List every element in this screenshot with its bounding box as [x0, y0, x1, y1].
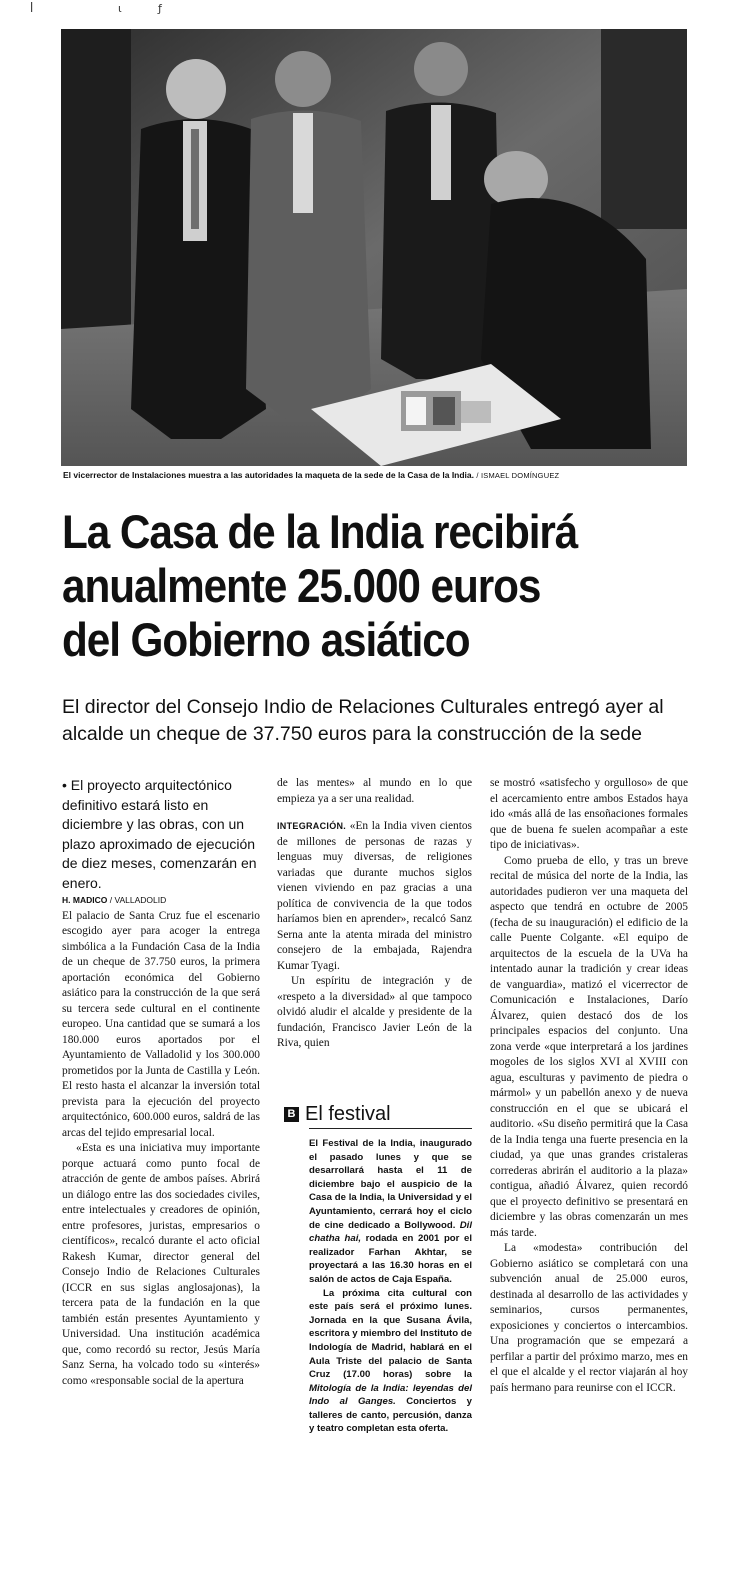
sidebar-title: El festival — [305, 1103, 391, 1125]
article-column-3 — [490, 776, 688, 1396]
sidebar-body — [309, 1137, 472, 1436]
article-column-2 — [277, 776, 472, 1052]
scan-mark: ɩ — [118, 2, 122, 15]
scan-mark: ƒ — [158, 2, 162, 15]
sidebar-text: La próxima cita cultural con este país será el próximo lunes. Jornada en la que Susana Ávila, escritora y miembro del Instituto de Indología de Madrid, hablará en el Aula Triste del palacio de Santa Cruz (17.00 horas) sobre la — [309, 1287, 472, 1381]
subheadline — [62, 694, 722, 748]
sidebar-paragraph — [309, 1287, 472, 1437]
section-logo-icon: B — [284, 1107, 299, 1122]
sidebar-header — [287, 1103, 472, 1129]
talk-title: Mitología de la India: leyendas del Indo al Ganges. — [309, 1382, 472, 1408]
body-paragraph: La «modesta» contribución del Gobierno asiático se completará con una subvención anual de 25.000 euros, destinada al desarrollo de las actividades y seminarios, cursos permanentes, exposiciones y conciertos o intercambios. Una programación que se empezará a perfilar a partir del próximo marzo, mes en el que el alcalde y el rector viajarán al hoy país hermano para reunirse con el ICCR. — [490, 1242, 688, 1394]
photo-credit: / ISMAEL DOMÍNGUEZ — [476, 471, 560, 480]
news-photo — [61, 29, 687, 466]
film-title: Dil chatha hai, — [309, 1219, 472, 1245]
sidebar-text: Conciertos y talleres de canto, percusión, danza y teatro completan esta oferta. — [309, 1396, 472, 1435]
body-paragraph: El palacio de Santa Cruz fue el escenario escogido ayer para acoger la entrega simbólica a la Fundación Casa de la India de un cheque de 37.750 euros, la primera aportación económica del Gobierno asiático para la construcción de la que será su tercera sede cultural en el continente europeo. Una cantidad que se sumará a los 180.000 euros aportados por el Ayuntamiento de Valladolid y los 300.000 prometidos por la Junta de Castilla y León. El resto hasta el alcanzar la inversión total prevista para la ejecución del proyecto arquitectónico, 600.000 euros, saldrá de las arcas del tejido empresarial local. — [62, 909, 260, 1139]
headline — [62, 505, 647, 667]
subheadline-line: alcalde un cheque de 37.750 euros para la construcción de la sede — [62, 723, 642, 745]
caption-text: El vicerrector de Instalaciones muestra a las autoridades la maqueta de la sede de la Casa de la India. — [63, 470, 475, 480]
body-paragraph: Como prueba de ello, y tras un breve recital de música del norte de la India, las autoridades pudieron ver una maqueta del aspecto que tendrá en octubre de 2005 (fecha de su inauguración) el edificio de la calle Puente Colgante. «El equipo de arquitectos de la escuela de la UVa ha intentado aunar la tradición y crear ideas de vanguardia», matizó el vicerrector de Comunicación e Instalaciones, Darío Álvarez, quien destacó dos de los principales espacios del conjunto. Una zona verde «que interpretará a los jardines mogoles de los siglos XVI al XVIII con agua, esculturas y pavimento de piedra o mármol» y un pabellón anexo y de nueva construcción en el que se ubicará el auditorio. «Su diseño permitirá que la Casa de la India tenga una fuerte presencia en la ciudad, ya que unas grandes cristaleras correderas abrirán el auditorio a la plaza» contigua, añadió Álvarez, quien recordó que el proyecto definitivo se presentará en diciembre y las obras comenzarán un mes más tarde. — [490, 854, 688, 1239]
body-paragraph: de las mentes» al mundo en lo que empieza ya a ser una realidad. — [277, 777, 472, 805]
body-paragraph: Un espíritu de integración y de «respeto a la diversidad» al que tampoco olvidó aludir el alcalde y presidente de la fundación, Francisco Javier León de la Riva, quien — [277, 975, 472, 1049]
headline-line: anualmente 25.000 euros — [62, 559, 541, 612]
headline-line: del Gobierno asiático — [62, 613, 470, 666]
sidebar-paragraph — [309, 1137, 472, 1287]
sidebar-text: rodada en 2001 por el realizador Farhan Akhtar, se proyectará a las 16.30 horas en el salón de actos de Caja España. — [309, 1233, 472, 1285]
headline-line: La Casa de la India recibirá — [62, 505, 578, 558]
article-column-1 — [62, 776, 260, 1389]
scan-mark: ꟾ — [30, 2, 34, 15]
lead-summary: • El proyecto arquitectónico definitivo estará listo en diciembre y las obras, con un plazo aproximado de ejecución de diez meses, comenzarán en enero. — [62, 777, 257, 891]
sidebar-text: El Festival de la India, inaugurado el pasado lunes y que se desarrollará hasta el 11 de diciembre bajo el auspicio de la Casa de la India, la Universidad y el Ayuntamiento, cerrará hoy el ciclo de cine dedicado a Bollywood. — [309, 1138, 472, 1231]
byline — [62, 893, 260, 909]
body-paragraph — [277, 819, 472, 974]
byline-author: H. MADICO — [62, 895, 108, 905]
photo-caption — [63, 470, 703, 480]
subheadline-line: El director del Consejo Indio de Relaciones Culturales entregó ayer al — [62, 696, 664, 718]
byline-city: / VALLADOLID — [109, 895, 167, 905]
section-kicker: INTEGRACIÓN. — [277, 821, 347, 831]
body-text: «En la India viven cientos de millones de personas de razas y lenguas muy diversas, de religiones variadas que durante muchos siglos vienen viviendo en paz gracias a una política de convivencia de la que todos haríamos bien en aprender», recalcó Sanz Serna ante la atenta mirada del ministro consejero de la embajada, Rajendra Kumar Tyagi. — [277, 820, 472, 972]
body-paragraph: «Esta es una iniciativa muy importante porque actuará como punto focal de atracción de gente de ambos países. Abrirá un diálogo entre las dos sociedades civiles, entre intelectuales y creadores de opinión, entre profesores, juristas, empresarios o científicos», recalcó durante el acto oficial Rakesh Kumar, director general del Consejo Indio de Relaciones Culturales (ICCR en sus siglas anglosajonas), la tercera pata de la fundación en la que también están presentes Ayuntamiento y Universidad. Una institución académica que, como recordó su rector, Jesús María Sanz Serna, ha volcado todo su «interés» como «responsable social de la apertura — [62, 1142, 260, 1387]
body-paragraph: se mostró «satisfecho y orgulloso» de que el acercamiento entre ambos Estados haya ido «más allá de las ensoñaciones formales que de buena fe suelen acompañar a este tipo de iniciativas». — [490, 777, 688, 851]
festival-sidebar — [287, 1103, 472, 1436]
